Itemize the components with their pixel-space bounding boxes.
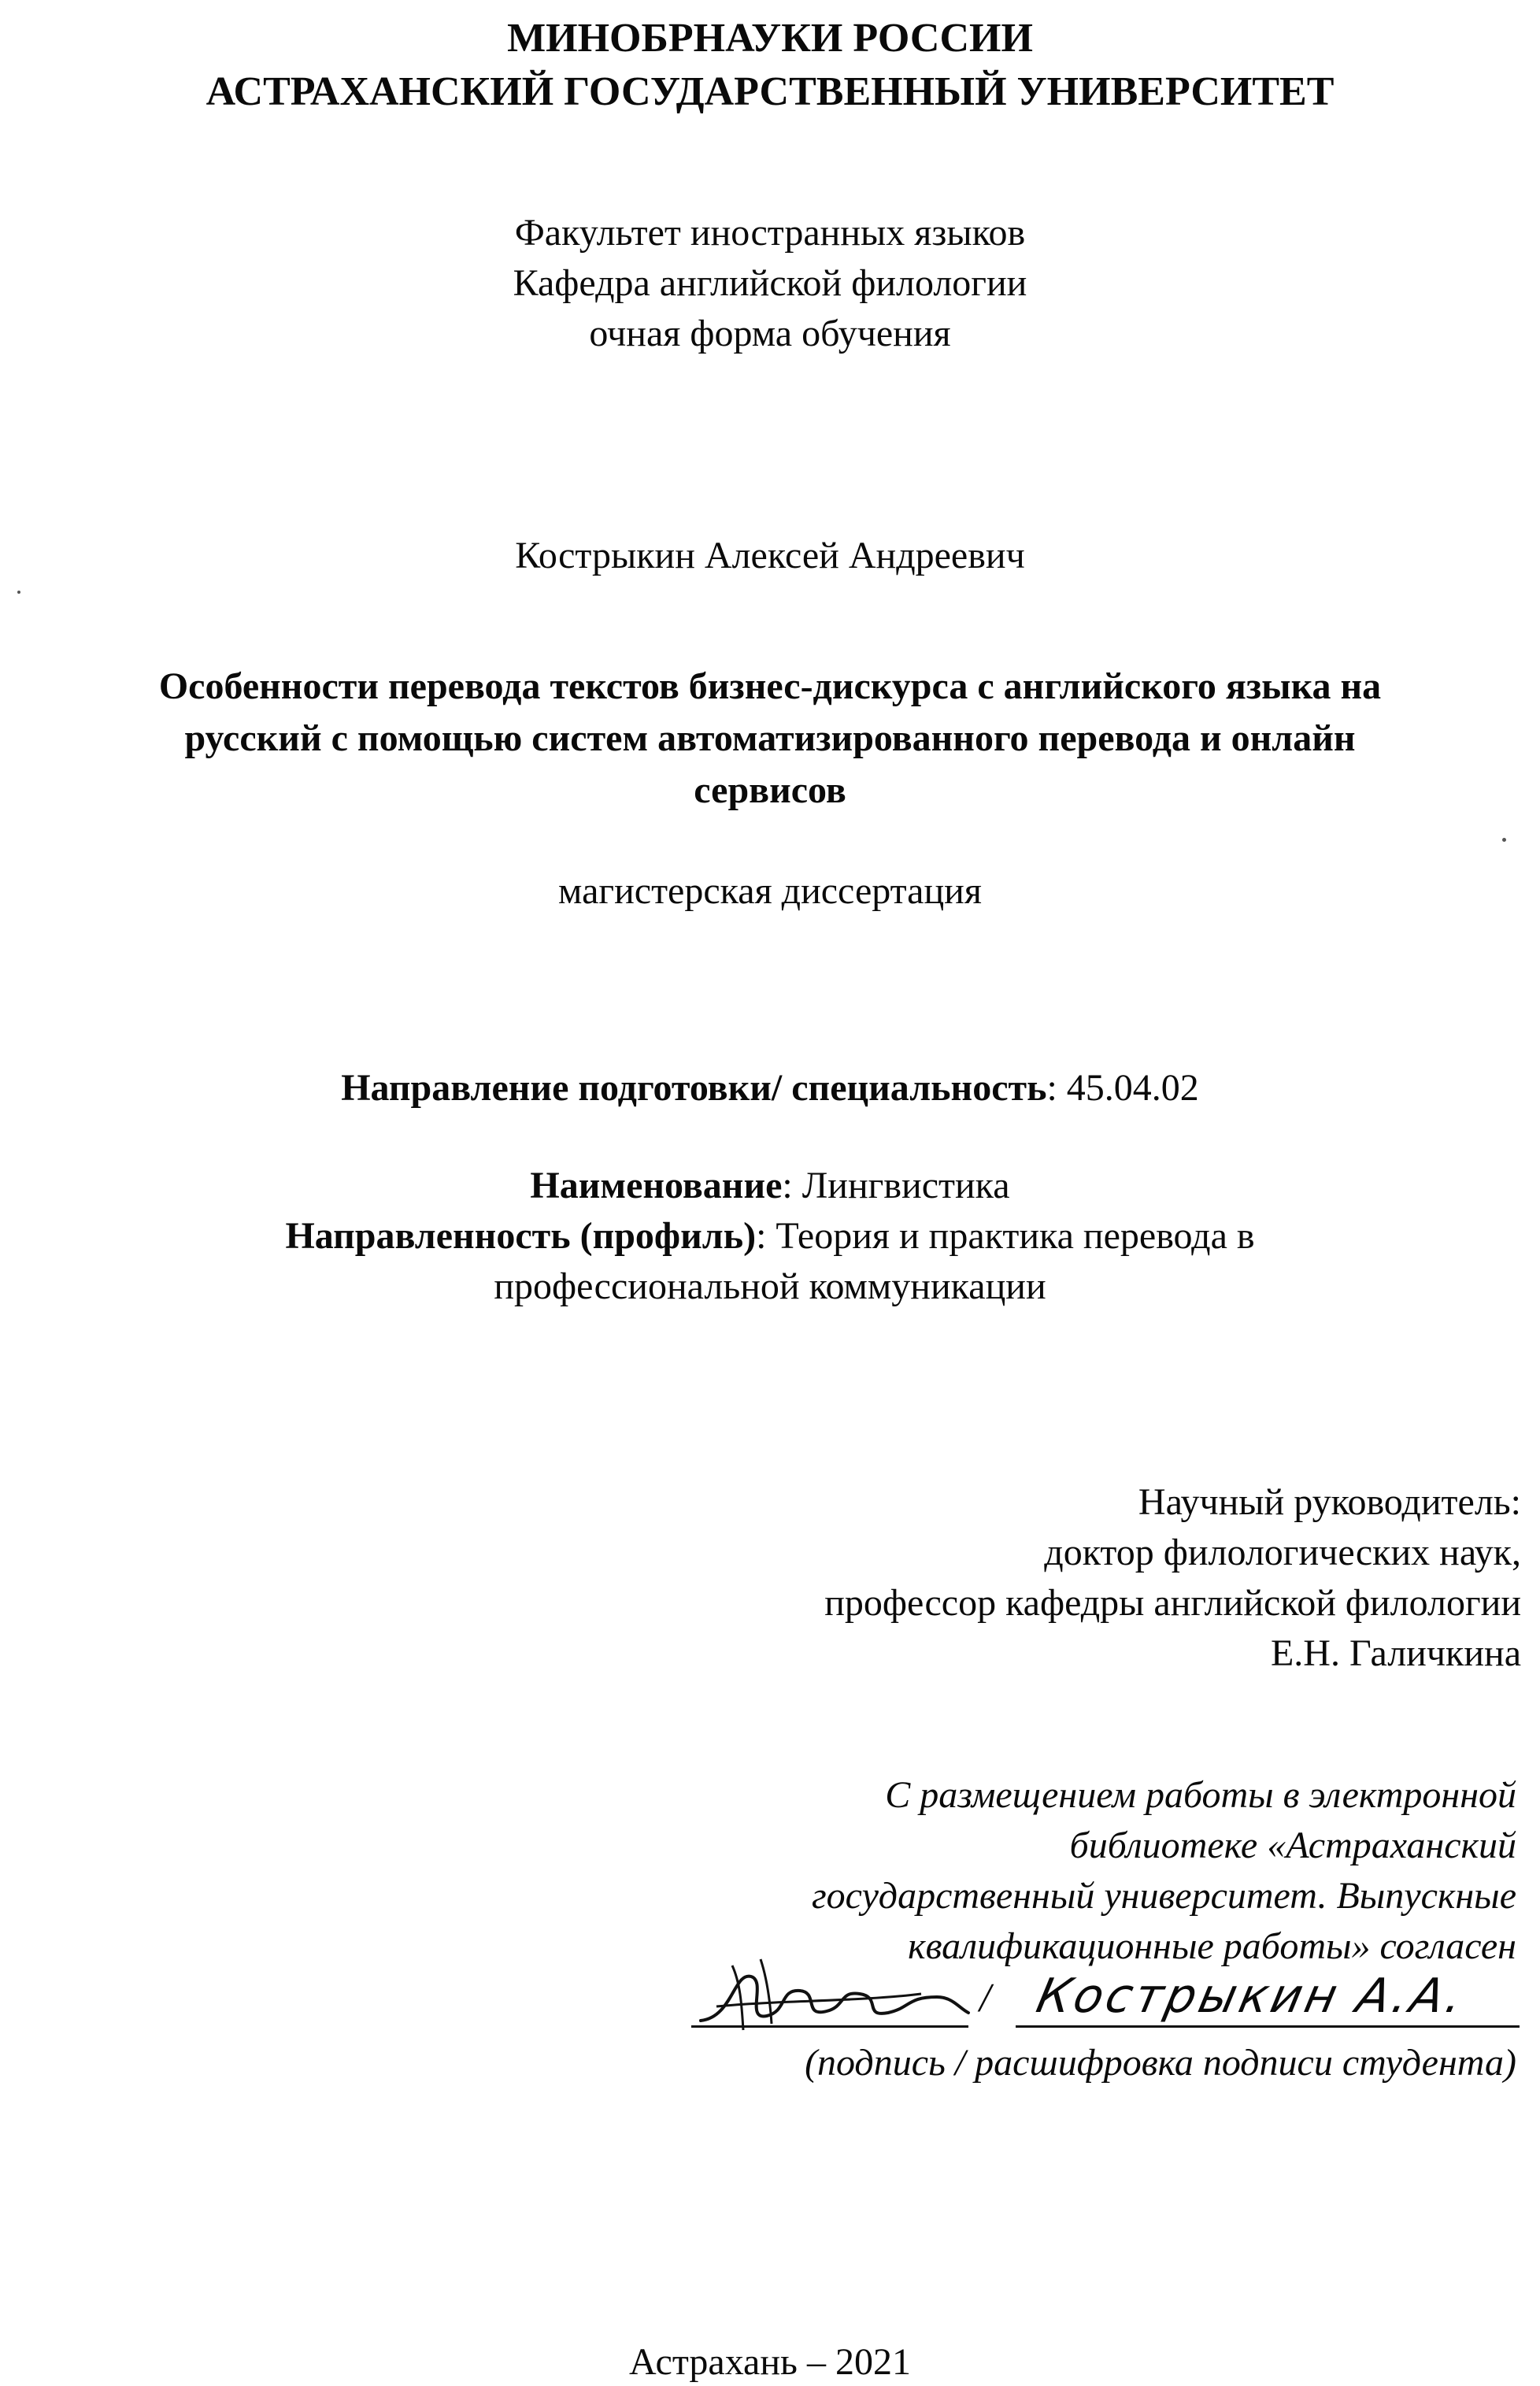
supervisor-position: профессор кафедры английской филологии	[824, 1582, 1521, 1624]
consent-line-3: государственный университет. Выпускные	[811, 1875, 1516, 1917]
signature-image	[685, 1945, 984, 2040]
university-heading: АСТРАХАНСКИЙ ГОСУДАРСТВЕННЫЙ УНИВЕРСИТЕТ	[205, 69, 1335, 114]
name-value: : Лингвистика	[782, 1165, 1010, 1206]
thesis-type: магистерская диссертация	[558, 870, 982, 912]
department-name: Кафедра английской филологии	[513, 262, 1027, 304]
supervisor-name: Е.Н. Галичкина	[1270, 1632, 1521, 1674]
profile-line	[0, 1213, 1540, 1260]
scan-speck	[17, 591, 20, 594]
direction-value: : 45.04.02	[1046, 1067, 1199, 1109]
name-label: Наименование	[530, 1165, 783, 1206]
handwritten-name: Кострыкин А.А.	[1031, 1969, 1471, 2024]
ministry-heading: МИНОБРНАУКИ РОССИИ	[507, 16, 1033, 61]
signature-caption: (подпись / расшифровка подписи студента)	[805, 2042, 1516, 2084]
consent-line-2: библиотеке «Астраханский	[1069, 1825, 1516, 1866]
signature-separator: /	[979, 1976, 991, 2021]
profile-line-2: профессиональной коммуникации	[494, 1265, 1046, 1307]
thesis-title-line-3: сервисов	[694, 769, 846, 811]
consent-line-1: С размещением работы в электронной	[885, 1774, 1516, 1816]
supervisor-degree: доктор филологических наук,	[1044, 1532, 1521, 1573]
faculty-name: Факультет иностранных языков	[514, 212, 1026, 254]
profile-value: : Теория и практика перевода в	[756, 1215, 1255, 1257]
profile-label: Направленность (профиль)	[285, 1215, 757, 1257]
thesis-title-line-1: Особенности перевода текстов бизнес-дискурса с английского языка на	[158, 665, 1382, 707]
study-form: очная форма обучения	[589, 313, 951, 354]
name-underline	[1016, 2025, 1520, 2028]
author-name: Кострыкин Алексей Андреевич	[515, 535, 1025, 576]
thesis-title-line-2: русский с помощью систем автоматизированного перевода и онлайн	[184, 717, 1356, 759]
direction-label: Направление подготовки/ специальность	[341, 1067, 1047, 1109]
scan-speck	[1502, 838, 1506, 842]
name-line	[0, 1162, 1540, 1210]
consent-line-4: квалификационные работы» согласен	[908, 1925, 1516, 1967]
city-year: Астрахань – 2021	[629, 2341, 911, 2383]
direction-line	[0, 1065, 1540, 1112]
supervisor-role: Научный руководитель:	[1138, 1481, 1521, 1523]
